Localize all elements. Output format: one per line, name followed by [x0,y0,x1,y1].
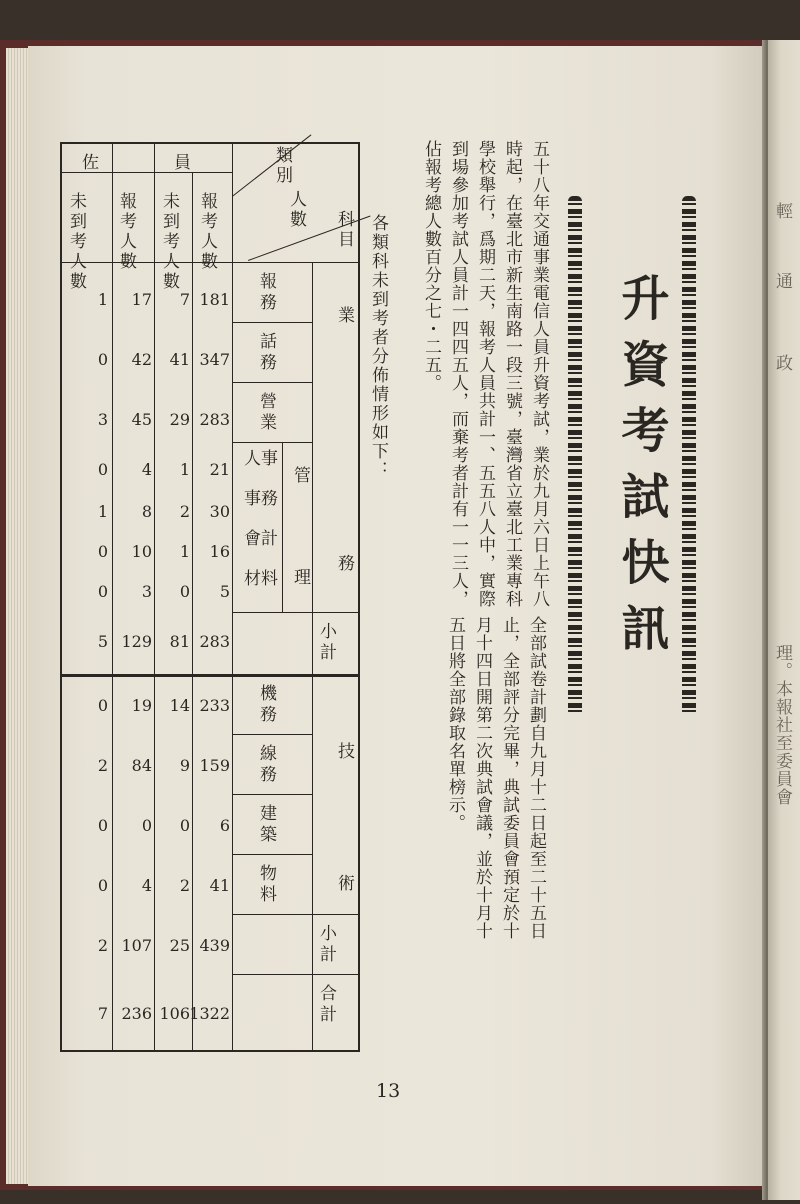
table-row-label: 會計 [244,529,278,549]
table-cell-zuo-bao: 10 [131,542,152,561]
table-cell-zuo-bao: 17 [131,290,152,309]
table-cell-zuo-wei: 0 [97,696,108,715]
table-cell-zuo-bao: 84 [131,756,152,775]
paragraph-2: 全部試卷計劃自九月十二日起至二十五日止，全部評分完畢，典試委員會預定於十月十四日開第二次典試會議，並於十月十五日將全部錄取名單榜示。 [445,616,546,940]
table-row-label: 物料 [256,864,276,906]
table-row-label: 小計 [316,622,336,664]
table-cell-zuo-bao: 4 [141,876,152,895]
table-row-label: 事務 [244,489,278,509]
table-cell-zuo-bao: 107 [121,936,152,955]
table-line [154,144,155,1050]
table-row-label: 報務 [256,272,276,314]
table-cell-zuo-bao: 8 [141,502,152,521]
next-page-text: 輕 [772,202,792,220]
table-cell-zuo-bao: 4 [141,460,152,479]
col-weidaokao: 未到考人數 [159,192,179,292]
group-ji: 技 [334,742,354,762]
table-cell-zuo-wei: 0 [97,876,108,895]
table-caption: 各類科未到考者分佈情形如下： [368,214,388,480]
table-cell-zuo-wei: 2 [97,936,108,955]
next-page [768,40,800,1200]
table-line [192,172,193,1050]
group-shu: 術 [334,874,354,894]
table-cell-zuo-wei: 0 [97,460,108,479]
group-guan: 管 [290,466,310,486]
table-row-label: 建築 [256,804,276,846]
table-cell-zuo-wei: 0 [97,582,108,601]
corner-subject: 科目 [334,210,354,250]
group-ye: 業 [334,306,354,326]
table-cell-zuo-bao: 45 [131,410,152,429]
table-cell-yuan-bao: 347 [199,350,230,369]
table-row-label: 合計 [316,984,336,1026]
section-divider [62,674,358,677]
table-cell-zuo-wei: 0 [97,350,108,369]
corner-category: 類別 [272,146,292,186]
table-cell-yuan-wei: 29 [169,410,190,429]
table-cell-yuan-bao: 5 [219,582,230,601]
table-cell-yuan-bao: 21 [209,460,230,479]
next-page-text: 理。本報社至委員會 [772,644,792,806]
table-cell-zuo-bao: 0 [141,816,152,835]
table-line [282,442,283,612]
article-title: 升資考試快訊 [613,273,669,669]
table-cell-yuan-wei: 14 [169,696,190,715]
table-cell-yuan-bao: 181 [199,290,230,309]
paragraph-1: 五十八年交通事業電信人員升資考試，業於九月六日上午八時起，在臺北市新生南路一段三號，臺灣省立臺北工業專科學校舉行，爲期二天，報考人員共計一、五五八人中，實際到場參加考試人員計一四四五人，而棄考者計有一一三人，佔報考總人數百分之七・二五。 [421,140,549,608]
table-row-label: 小計 [316,924,336,966]
table-cell-zuo-wei: 3 [97,410,108,429]
table-cell-yuan-wei: 0 [179,816,190,835]
table-row-label: 人事 [244,449,278,469]
table-cell-zuo-bao: 3 [141,582,152,601]
table-cell-yuan-wei: 2 [179,502,190,521]
col-baokao: 報考人數 [116,192,136,272]
table-cell-zuo-wei: 2 [97,756,108,775]
table-cell-zuo-wei: 0 [97,816,108,835]
table-line [312,262,313,1050]
table-cell-yuan-wei: 9 [179,756,190,775]
group-yuan: 員 [174,153,191,173]
table-row-label: 營業 [256,392,276,434]
table-cell-yuan-wei: 25 [169,936,190,955]
table-cell-yuan-bao: 439 [199,936,230,955]
table-cell-yuan-bao: 6 [219,816,230,835]
table-cell-yuan-wei: 7 [179,290,190,309]
table-cell-yuan-bao: 283 [199,632,230,651]
table-line [112,144,113,1050]
table-row-label: 線務 [256,744,276,786]
table-cell-yuan-bao: 159 [199,756,230,775]
absentee-table [60,142,360,1052]
page-number: 13 [376,1080,401,1102]
group-li: 理 [290,568,310,588]
table-cell-yuan-bao: 30 [209,502,230,521]
table-cell-zuo-wei: 7 [97,1004,108,1023]
table-cell-yuan-wei: 81 [169,632,190,651]
col-weidaokao: 未到考人數 [66,192,86,292]
table-cell-yuan-bao: 233 [199,696,230,715]
table-cell-zuo-bao: 236 [121,1004,152,1023]
table-cell-zuo-bao: 42 [131,350,152,369]
table-cell-yuan-bao: 41 [209,876,230,895]
group-zuo: 佐 [82,153,99,173]
title-border-right [682,196,696,716]
table-cell-zuo-wei: 1 [97,290,108,309]
table-cell-yuan-bao: 16 [209,542,230,561]
col-baokao: 報考人數 [197,192,217,272]
next-page-text: 通 [772,272,792,290]
table-row-label: 材料 [244,569,278,589]
corner-count: 人數 [286,190,306,230]
table-cell-yuan-wei: 0 [179,582,190,601]
table-cell-yuan-wei: 1 [179,542,190,561]
table-cell-zuo-bao: 129 [121,632,152,651]
next-page-text: 政 [772,354,792,372]
table-row-label: 機務 [256,684,276,726]
table-cell-yuan-wei: 1 [179,460,190,479]
table-cell-zuo-wei: 0 [97,542,108,561]
table-cell-yuan-bao: 283 [199,410,230,429]
table-cell-zuo-wei: 1 [97,502,108,521]
group-wu: 務 [334,554,354,574]
title-border-left [568,196,582,716]
table-cell-yuan-wei: 2 [179,876,190,895]
table-cell-yuan-wei: 106 [159,1004,190,1023]
table-cell-zuo-bao: 19 [131,696,152,715]
table-cell-yuan-bao: 1322 [189,1004,230,1023]
table-row-label: 話務 [256,332,276,374]
table-cell-zuo-wei: 5 [97,632,108,651]
table-cell-yuan-wei: 41 [169,350,190,369]
